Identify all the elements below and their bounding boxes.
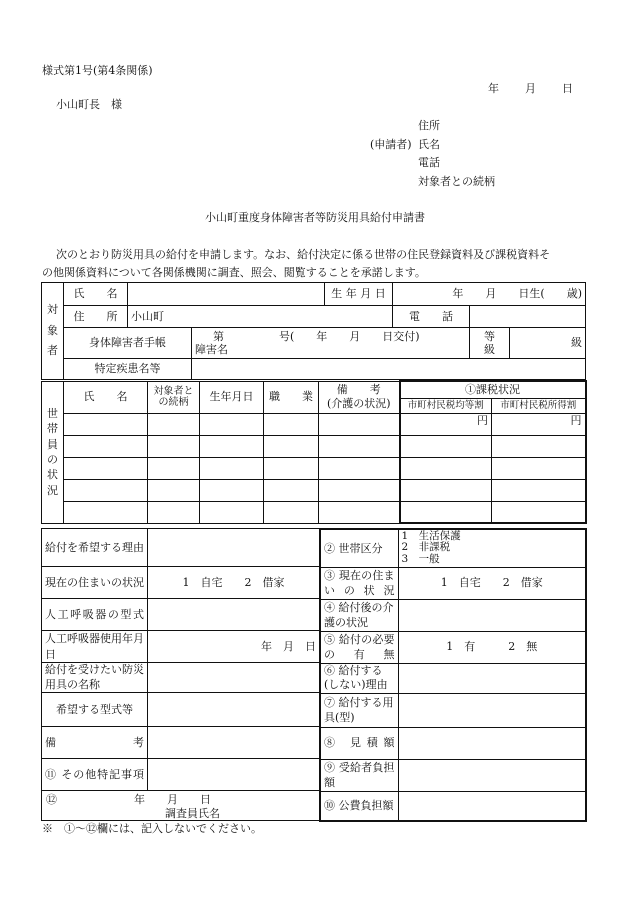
household-cell[interactable] [319, 435, 400, 457]
special-notes-label: ⑪ その他特記事項 [42, 759, 148, 791]
special-notes-field[interactable] [148, 759, 320, 791]
household-col-name: 氏 名 [64, 381, 148, 413]
applicant-address-label: 住所 [418, 119, 440, 132]
household-cell[interactable] [200, 457, 264, 479]
date-month: 月 [525, 82, 536, 95]
r6-label: ⑥ 給付する(しない)理由 [320, 663, 398, 693]
r4-field[interactable] [398, 599, 586, 631]
tax-cell[interactable] [492, 435, 586, 457]
tax-cell[interactable] [400, 479, 492, 501]
lower-right-table [319, 528, 587, 822]
target-phone-field[interactable] [470, 306, 586, 328]
household-cell[interactable] [264, 479, 319, 501]
target-phone-label: 電 話 [393, 306, 470, 328]
handbook-field[interactable] [192, 328, 470, 359]
tax-cell-2[interactable]: 円 [492, 413, 586, 435]
r7-field[interactable] [398, 693, 586, 727]
reason-field[interactable] [148, 529, 320, 567]
r2-label: ② 世帯区分 [320, 529, 398, 567]
r3-field[interactable]: 1 自宅 2 借家 [398, 567, 586, 599]
addressee: 小山町長 様 [56, 98, 122, 111]
document-title: 小山町重度身体障害者等防災用具給付申請書 [205, 211, 425, 224]
r9-field[interactable] [398, 759, 586, 791]
r2-option-3: 3 一般 [401, 553, 440, 566]
r10-field[interactable] [398, 791, 586, 821]
date-day: 日 [562, 82, 573, 95]
r9-label: ⑨ 受給者負担額 [320, 759, 398, 791]
disease-field[interactable] [192, 359, 586, 380]
model-field[interactable] [148, 693, 320, 727]
intro-line-2: の他関係資料について各関係機関に調査、照会、閲覧することを承諾します。 [42, 266, 426, 279]
equipment-name-label: 給付を受けたい防災用具の名称 [42, 663, 148, 693]
household-cell[interactable] [64, 435, 148, 457]
inspector-name-label: 調査員氏名 [165, 807, 220, 820]
r2-options[interactable] [398, 529, 586, 567]
tax-cell[interactable] [492, 457, 586, 479]
r5-field[interactable]: 1 有 2 無 [398, 631, 586, 663]
housing-label: 現在の住まいの状況 [42, 567, 148, 599]
household-col-relation: 対象者との続柄 [148, 381, 200, 413]
ventilator-type-label: 人工呼吸器の型式 [42, 599, 148, 631]
household-cell[interactable] [148, 479, 200, 501]
r10-label: ⑩ 公費負担額 [320, 791, 398, 821]
handbook-label: 身体障害者手帳 [64, 328, 192, 359]
target-label: 対 象 者 [42, 283, 64, 380]
household-cell[interactable] [148, 501, 200, 523]
applicant-phone-label: 電話 [418, 156, 440, 169]
target-name-field[interactable] [128, 283, 325, 306]
r2-option-1: 1 生活保護 [401, 529, 461, 542]
tax-cell[interactable] [492, 501, 586, 523]
household-cell[interactable] [264, 413, 319, 435]
tax-col-income: 市町村民税所得割 [492, 398, 586, 413]
target-birth-field[interactable]: 年 月 日生( 歳) [393, 283, 586, 306]
target-birth-label: 生 年 月 日 [325, 283, 393, 306]
circle-12: ⑫ [46, 793, 57, 806]
applicant-name-label: 氏名 [418, 138, 440, 151]
household-col-note: 備 考 (介護の状況) [319, 381, 400, 413]
model-label: 希望する型式等 [42, 693, 148, 727]
tax-cell[interactable] [492, 479, 586, 501]
r8-field[interactable] [398, 727, 586, 759]
household-col-birth: 生年月日 [200, 381, 264, 413]
target-person-table [41, 282, 586, 380]
inspection-date: 年 月 日 [134, 793, 211, 806]
lower-left-table [41, 528, 320, 821]
tax-col-per-capita: 市町村民税均等割 [400, 398, 492, 413]
target-address-label: 住 所 [64, 306, 128, 328]
inspection-row[interactable] [42, 791, 320, 821]
tax-status-header: ①課税状況 [400, 381, 586, 398]
tax-cell[interactable] [400, 457, 492, 479]
target-name-label: 氏 名 [64, 283, 128, 306]
r4-label: ④ 給付後の介護の状況 [320, 599, 398, 631]
handbook-number: 第 号( 年 月 日交付) [213, 329, 420, 343]
applicant-role: (申請者) [370, 138, 412, 151]
household-cell[interactable] [200, 435, 264, 457]
r8-label: ⑧ 見積額 [320, 727, 398, 759]
household-cell[interactable] [200, 501, 264, 523]
household-table [41, 380, 587, 524]
household-cell[interactable] [264, 457, 319, 479]
r2-option-2: 2 非課税 [401, 541, 451, 554]
household-cell[interactable] [64, 457, 148, 479]
r3-label: ③ 現在の住まいの状況 [320, 567, 398, 599]
household-col-job: 職 業 [264, 381, 319, 413]
tax-cell-1[interactable]: 円 [400, 413, 492, 435]
household-cell[interactable] [64, 413, 148, 435]
ventilator-date-label: 人工呼吸器使用年月日 [42, 631, 148, 663]
form-number: 様式第1号(第4条関係) [42, 64, 153, 77]
tax-cell[interactable] [400, 501, 492, 523]
household-cell[interactable] [319, 457, 400, 479]
applicant-relation-label: 対象者との続柄 [418, 175, 495, 188]
date-year: 年 [488, 82, 499, 95]
grade-label: 等 級 [470, 328, 510, 359]
household-cell[interactable] [200, 413, 264, 435]
household-cell[interactable] [319, 479, 400, 501]
household-cell[interactable] [148, 413, 200, 435]
reason-label: 給付を希望する理由 [42, 529, 148, 567]
household-cell[interactable] [64, 501, 148, 523]
footnote: ※ ①～⑫欄には、記入しないでください。 [42, 822, 262, 835]
household-cell[interactable] [64, 479, 148, 501]
household-cell[interactable] [200, 479, 264, 501]
ventilator-date-field[interactable]: 年 月 日 [148, 631, 320, 663]
household-cell[interactable] [264, 501, 319, 523]
household-cell[interactable] [264, 435, 319, 457]
disease-label: 特定疾患名等 [64, 359, 192, 380]
r7-label: ⑦ 給付する用具(型) [320, 693, 398, 727]
household-cell[interactable] [148, 457, 200, 479]
target-address-field[interactable]: 小山町 [128, 306, 393, 328]
grade-field[interactable]: 級 [510, 328, 586, 359]
household-cell[interactable] [319, 413, 400, 435]
tax-cell[interactable] [400, 435, 492, 457]
intro-line-1: 次のとおり防災用具の給付を申請します。なお、給付決定に係る世帯の住民登録資料及び課税資料そ [56, 248, 551, 261]
handbook-disability: 障害名 [195, 343, 228, 356]
household-label: 世 帯 員 の 状 況 [42, 381, 64, 523]
r5-label: ⑤ 給付の必要の有無 [320, 631, 398, 663]
household-cell[interactable] [148, 435, 200, 457]
equipment-name-field[interactable] [148, 663, 320, 693]
remarks-label: 備 考 [42, 727, 148, 759]
r6-field[interactable] [398, 663, 586, 693]
remarks-field[interactable] [148, 727, 320, 759]
ventilator-type-field[interactable] [148, 599, 320, 631]
household-cell[interactable] [319, 501, 400, 523]
housing-field[interactable]: 1 自宅 2 借家 [148, 567, 320, 599]
